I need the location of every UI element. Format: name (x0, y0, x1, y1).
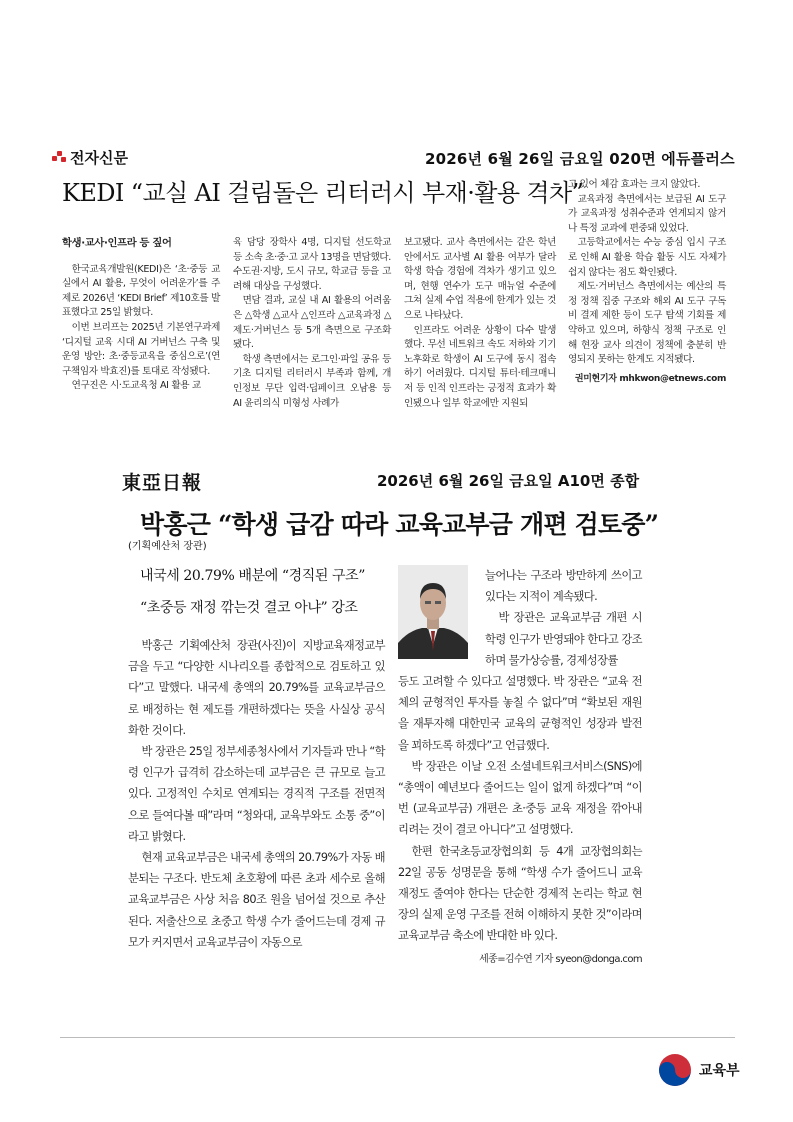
article2-left-column (128, 635, 385, 953)
article2-photo-caption: (기획예산처 장관) (128, 541, 207, 552)
portrait-icon (398, 565, 468, 659)
paragraph: 연구진은 시·도교육청 AI 활용 교 (71, 380, 201, 392)
paragraph: 이번 브리프는 2025년 기본연구과제 ‘디지털 교육 시대 AI 거버넌스 구축 및 운영 방안: 초·중등교육을 중심으로’(연구책임자 박효진)를 토대로 작성됐다. (62, 321, 220, 377)
paragraph: 박홍근 기획예산처 장관(사진)이 지방교육재정교부금을 두고 “다양한 시나리오를 종합적으로 검토하고 있다”고 말했다. 내국세 총액의 20.79%를 교육교부금으로 배정하는 현 제도를 개편하겠다는 뜻을 사실상 공식화한 것이다. (128, 639, 385, 737)
paragraph: 등도 고려할 수 있다고 설명했다. 박 장관은 “교육 전체의 균형적인 투자를 놓칠 수 없다”며 “확보된 재원을 재투자해 대한민국 교육의 균형적인 성장과 발전을 꾀하도록 하겠다”고 언급했다. (398, 675, 642, 752)
article2-headline: 박홍근 “학생 급감 따라 교육교부금 개편 검토중” (140, 510, 659, 539)
paragraph: 한국교육개발원(KEDI)은 ‘초·중등 교실에서 AI 활용, 무엇이 어려운가’를 주제로 2026년 ‘KEDI Brief’ 제10호를 발표했다고 25일 밝혔다. (62, 263, 220, 319)
paragraph: 교육과정 측면에서는 보급된 AI 도구가 교육과정 성취수준과 연계되지 않거나 특정 교과에 편중돼 있었다. (568, 193, 726, 234)
etnews-logo-mark-icon (52, 151, 66, 165)
article1-column-3 (404, 236, 556, 411)
article2-subhead-2: “초중등 재정 깎는것 결코 아냐” 강조 (140, 600, 358, 616)
paragraph: 현재 교육교부금은 내국세 총액의 20.79%가 자동 배분되는 구조다. 반도체 초호황에 따른 초과 세수로 올해 교육교부금은 사상 처음 80조 원을 넘어설 것으로 추산된다. 저출산으로 초중고 학생 수가 줄어드는데 경제 규모가 커지면서 교육교부금이 자동으로 (128, 851, 385, 949)
ministry-name: 교육부 (699, 1063, 740, 1079)
paragraph: 면담 결과, 교실 내 AI 활용의 어려움은 △학생 △교사 △인프라 △교육과정 △제도·거버넌스 등 5개 측면으로 구조화됐다. (233, 295, 391, 351)
minister-photo (398, 565, 468, 659)
article2-right-column (398, 671, 642, 970)
etnews-logo-text: 전자신문 (70, 149, 128, 167)
paragraph: 한편 한국초등교장협의회 등 4개 교장협의회는 22일 공동 성명문을 통해 “학생 수가 줄어드니 교육재정도 줄여야 한다는 단순한 경제적 논리는 학교 현장의 실제 운영 구조를 전혀 이해하지 못한 것”이라며 교육교부금 축소에 반대한 바 있다. (398, 844, 642, 943)
footer-divider (60, 1037, 735, 1038)
article1-headline: KEDI “교실 AI 걸림돌은 리터러시 부재·활용 격차” (62, 179, 584, 207)
taegeuk-icon (658, 1053, 692, 1087)
byline: 권미현기자 mhkwon@etnews.com (574, 373, 726, 384)
article1-column-1 (62, 236, 220, 394)
byline: 세종=김수연 기자 syeon@donga.com (479, 953, 642, 965)
article1-column-2 (233, 236, 391, 411)
paragraph: 고 있어 체감 효과는 크지 않았다. (568, 179, 701, 190)
paragraph: 육 담당 장학사 4명, 디지털 선도학교 등 소속 초·중·고 교사 13명을 면담했다. 수도권·지방, 도시 규모, 학교급 등을 고려해 대상을 구성했다. (233, 237, 391, 292)
article1-column-4 (568, 178, 726, 386)
paragraph: 박 장관은 교육교부금 개편 시 학령 인구가 반영돼야 한다고 강조하며 물가상승률, 경제성장률 (485, 611, 642, 667)
paragraph: 박 장관은 25일 정부세종청사에서 기자들과 만나 “학령 인구가 급격히 감소하는데 교부금은 큰 규모로 늘고 있다. 고정적인 수치로 연계되는 경직적 구조를 전면적으로 들여다볼 때”라며 “청와대, 교육부와도 소통 중”이라고 밝혔다. (128, 745, 385, 843)
paragraph: 박 장관은 이날 오전 소셜네트워크서비스(SNS)에 “총액이 예년보다 줄어드는 일이 없게 하겠다”며 “이번 (교육교부금) 개편은 초·중등 교육 재정을 깎아내리려는 것이 결코 아니다”고 설명했다. (398, 759, 642, 837)
article1-dateline: 2026년 6월 26일 금요일 020면 에듀플러스 (425, 150, 735, 168)
paragraph: 늘어나는 구조라 방만하게 쓰이고 있다는 지적이 계속됐다. (485, 569, 642, 604)
paragraph: 고등학교에서는 수능 중심 입시 구조로 인해 AI 활용 학습 활동 시도 자체가 쉽지 않다는 점도 확인됐다. (568, 237, 726, 278)
paragraph: 보고됐다. 교사 측면에서는 같은 학년 안에서도 교사별 AI 활용 여부가 달라 학생 학습 경험에 격차가 생기고 있으며, 현행 연수가 도구 매뉴얼 수준에 그쳐 실제 수업 적용에 한계가 있는 것으로 나타났다. (404, 237, 556, 321)
article2-dateline: 2026년 6월 26일 금요일 A10면 종합 (377, 472, 640, 490)
ministry-logo (658, 1053, 740, 1087)
paragraph: 인프라도 어려운 상황이 다수 발생했다. 무선 네트워크 속도 저하와 기기 노후화로 학생이 AI 도구에 동시 접속하기 어려웠다. 디지털 튜터·테크매니저 등 인적 인프라는 긍정적 효과가 확인됐으나 일부 학교에만 지원되 (404, 324, 556, 409)
article2-subhead-1: 내국세 20.79% 배분에 “경직된 구조” (140, 568, 366, 584)
paragraph: 학생 측면에서는 로그인·파일 공유 등 기초 디지털 리터러시 부족과 함께, 개인정보 무단 입력·딥페이크 오남용 등 AI 윤리의식 미형성 사례가 (233, 353, 391, 409)
etnews-logo (52, 147, 128, 168)
article2-right-column-top (485, 565, 642, 671)
paragraph: 제도·거버넌스 측면에서는 예산의 특정 정책 집중 구조와 해외 AI 도구 구독비 결제 제한 등이 도구 탐색 기회를 제약하고 있으며, 하향식 정책 구조로 인해 현장 교사 의견이 정책에 충분히 반영되지 못하는 한계도 지적됐다. (568, 281, 726, 366)
article1-subhead: 학생·교사·인프라 등 짚어 (62, 237, 172, 249)
donga-logo: 東亞日報 (122, 472, 203, 494)
